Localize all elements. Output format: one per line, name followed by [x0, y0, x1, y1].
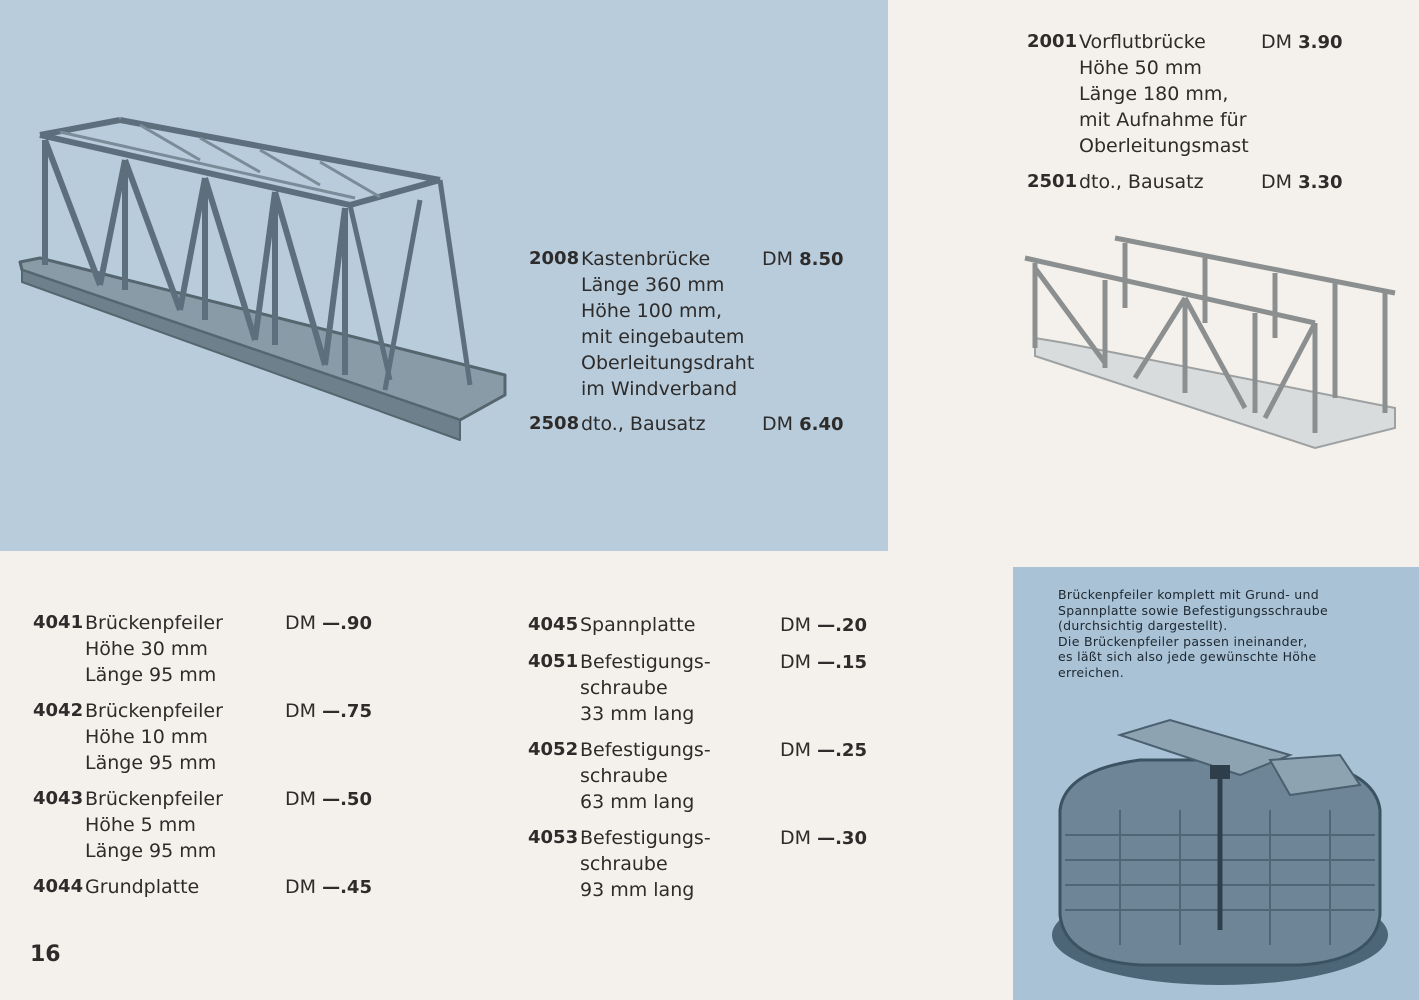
item-line: 93 mm lang: [580, 879, 695, 901]
item-line: Brückenpfeiler: [85, 700, 223, 722]
currency: DM: [285, 700, 317, 722]
item-number: 4044: [33, 876, 84, 897]
price-value: 6.40: [799, 414, 844, 435]
item-price: [780, 612, 867, 639]
item-number: 4045: [528, 614, 579, 635]
item-number: 2001: [1027, 31, 1078, 52]
item-2508: [529, 411, 844, 437]
item-line: Höhe 10 mm: [85, 726, 208, 748]
item-line: schraube: [580, 677, 668, 699]
item-number: 4053: [528, 827, 579, 848]
kastenbruecke-illustration: [0, 0, 888, 551]
item-price: [762, 246, 844, 273]
item-price: [1261, 169, 1343, 196]
item-line: Grundplatte: [85, 876, 200, 898]
item-line: Oberleitungsdraht: [581, 352, 755, 374]
item-line: Spannplatte: [580, 614, 696, 636]
item-line: Höhe 100 mm,: [581, 300, 723, 322]
note-line: erreichen.: [1058, 664, 1125, 680]
currency: DM: [780, 651, 812, 673]
item-line: Oberleitungsmast: [1079, 135, 1249, 157]
item-price: [762, 411, 844, 438]
item-line: Länge 360 mm: [581, 274, 725, 296]
brueckenpfeiler-illustration: [1040, 715, 1400, 995]
item-number: 2501: [1027, 171, 1078, 192]
pfeiler-note: [1058, 587, 1370, 680]
currency: DM: [762, 248, 794, 270]
item-line: Länge 180 mm,: [1079, 83, 1229, 105]
currency: DM: [285, 788, 317, 810]
item-line: Länge 95 mm: [85, 752, 217, 774]
price-value: —.50: [322, 789, 372, 810]
item-number: 4041: [33, 612, 84, 633]
currency: DM: [780, 827, 812, 849]
item-4045: [528, 612, 867, 638]
item-line: Brückenpfeiler: [85, 612, 223, 634]
item-4052: [528, 737, 867, 815]
price-value: —.15: [817, 652, 867, 673]
price-value: 8.50: [799, 249, 844, 270]
note-line: (durchsichtig dargestellt).: [1058, 618, 1228, 633]
item-line: 33 mm lang: [580, 703, 695, 725]
item-price: [780, 737, 867, 764]
item-price: [285, 874, 372, 901]
item-2501: [1027, 169, 1343, 195]
item-price: [285, 698, 372, 725]
price-value: —.45: [322, 877, 372, 898]
item-line: schraube: [580, 765, 668, 787]
item-price: [780, 825, 867, 852]
note-line: es läßt sich also jede gewünschte Höhe: [1058, 649, 1317, 664]
item-price: [780, 649, 867, 676]
item-4053: [528, 825, 867, 903]
item-line: Befestigungs-: [580, 827, 711, 849]
item-number: 4043: [33, 788, 84, 809]
item-4043: [33, 786, 372, 864]
note-line: Brückenpfeiler komplett mit Grund- und: [1058, 587, 1319, 602]
currency: DM: [1261, 171, 1293, 193]
item-line: Länge 95 mm: [85, 840, 217, 862]
item-price: [1261, 29, 1343, 56]
currency: DM: [762, 413, 794, 435]
note-line: Spannplatte sowie Befestigungsschraube: [1058, 602, 1328, 618]
item-line: Kastenbrücke: [581, 248, 711, 270]
item-number: 4051: [528, 651, 579, 672]
currency: DM: [1261, 31, 1293, 53]
currency: DM: [780, 614, 812, 636]
item-line: schraube: [580, 853, 668, 875]
price-value: —.30: [817, 828, 867, 849]
vorflutbruecke-illustration: [1015, 228, 1415, 458]
page-number: 16: [30, 942, 61, 967]
item-number: 2008: [529, 248, 580, 269]
item-line: mit eingebautem: [581, 326, 745, 348]
item-line: Vorflutbrücke: [1079, 31, 1206, 53]
price-value: 3.30: [1298, 172, 1343, 193]
price-value: 3.90: [1298, 32, 1343, 53]
price-value: —.25: [817, 740, 867, 761]
item-line: mit Aufnahme für: [1079, 109, 1247, 131]
item-4041: [33, 610, 372, 688]
item-price: [285, 610, 372, 637]
item-line: dto., Bausatz: [1079, 171, 1204, 193]
currency: DM: [285, 876, 317, 898]
currency: DM: [780, 739, 812, 761]
item-line: Höhe 30 mm: [85, 638, 208, 660]
item-line: Brückenpfeiler: [85, 788, 223, 810]
item-line: Höhe 5 mm: [85, 814, 196, 836]
item-line: Höhe 50 mm: [1079, 57, 1202, 79]
note-line: Die Brückenpfeiler passen ineinander,: [1058, 633, 1308, 649]
item-4051: [528, 649, 867, 727]
price-value: —.90: [322, 613, 372, 634]
price-value: —.20: [817, 615, 867, 636]
item-line: Befestigungs-: [580, 651, 711, 673]
item-number: 4042: [33, 700, 84, 721]
item-line: Befestigungs-: [580, 739, 711, 761]
item-2001: [1027, 29, 1343, 159]
item-4042: [33, 698, 372, 776]
item-price: [285, 786, 372, 813]
item-2008: [529, 246, 844, 402]
item-number: 2508: [529, 413, 580, 434]
item-number: 4052: [528, 739, 579, 760]
currency: DM: [285, 612, 317, 634]
price-value: —.75: [322, 701, 372, 722]
item-4044: [33, 874, 372, 900]
item-line: dto., Bausatz: [581, 413, 706, 435]
item-line: 63 mm lang: [580, 791, 695, 813]
item-line: Länge 95 mm: [85, 664, 217, 686]
item-line: im Windverband: [581, 378, 738, 400]
